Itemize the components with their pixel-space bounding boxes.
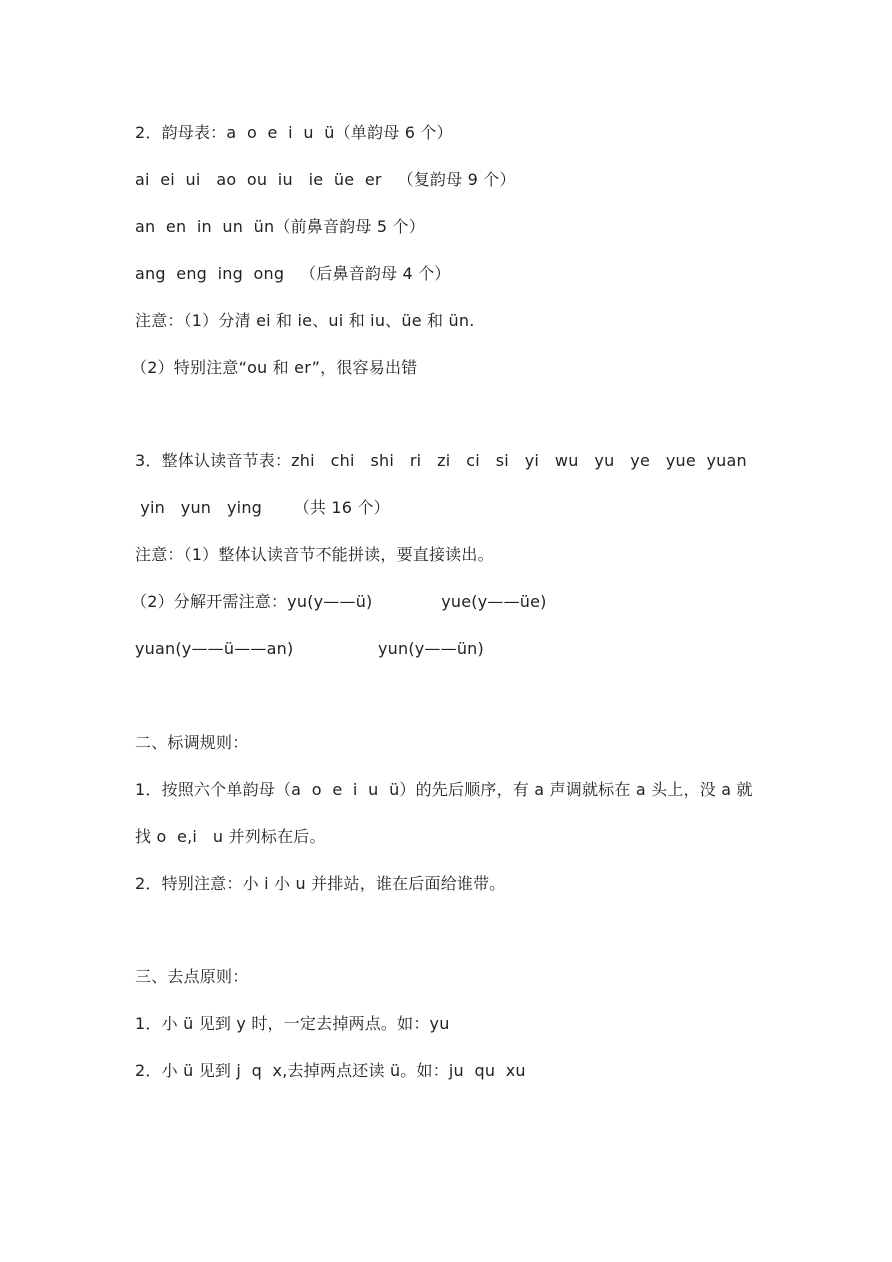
whole-syllables-continued: yin yun ying （共 16 个） bbox=[135, 498, 390, 517]
front-nasal-vowels-line: an en in un ün（前鼻音韵母 5 个） bbox=[135, 217, 425, 236]
tone-rule-2: 2．特别注意：小 i 小 u 并排站，谁在后面给谁带。 bbox=[135, 874, 506, 893]
back-nasal-vowels-line: ang eng ing ong （后鼻音韵母 4 个） bbox=[135, 264, 451, 283]
note-line-1: 注意：（1）分清 ei 和 ie、ui 和 iu、üe 和 ün. bbox=[135, 311, 475, 330]
dot-removal-rule-1: 1．小 ü 见到 y 时，一定去掉两点。如：yu bbox=[135, 1014, 450, 1033]
note-line-4: （2）分解开需注意：yu(y——ü) yue(y——üe) bbox=[131, 592, 547, 611]
note-line-2: （2）特别注意“ou 和 er”，很容易出错 bbox=[131, 358, 418, 377]
compound-vowels-line: ai ei ui ao ou iu ie üe er （复韵母 9 个） bbox=[135, 170, 516, 189]
tone-rule-1-continued: 找 o e,i u 并列标在后。 bbox=[135, 827, 326, 846]
tone-rule-1: 1．按照六个单韵母（a o e i u ü）的先后顺序，有 a 声调就标在 a 头上，没 a 就 bbox=[135, 780, 753, 799]
note-line-3: 注意：（1）整体认读音节不能拼读，要直接读出。 bbox=[135, 545, 494, 564]
decomposition-line: yuan(y——ü——an) yun(y——ün) bbox=[135, 639, 484, 658]
dot-removal-rule-2: 2．小 ü 见到 j q x,去掉两点还读 ü。如：ju qu xu bbox=[135, 1061, 526, 1080]
tone-rules-heading: 二、标调规则： bbox=[135, 733, 249, 752]
whole-syllables-heading: 3．整体认读音节表：zhi chi shi ri zi ci si yi wu yu ye yue yuan bbox=[135, 451, 747, 470]
dot-removal-heading: 三、去点原则： bbox=[135, 967, 249, 986]
vowel-table-heading: 2．韵母表：a o e i u ü（单韵母 6 个） bbox=[135, 123, 453, 142]
